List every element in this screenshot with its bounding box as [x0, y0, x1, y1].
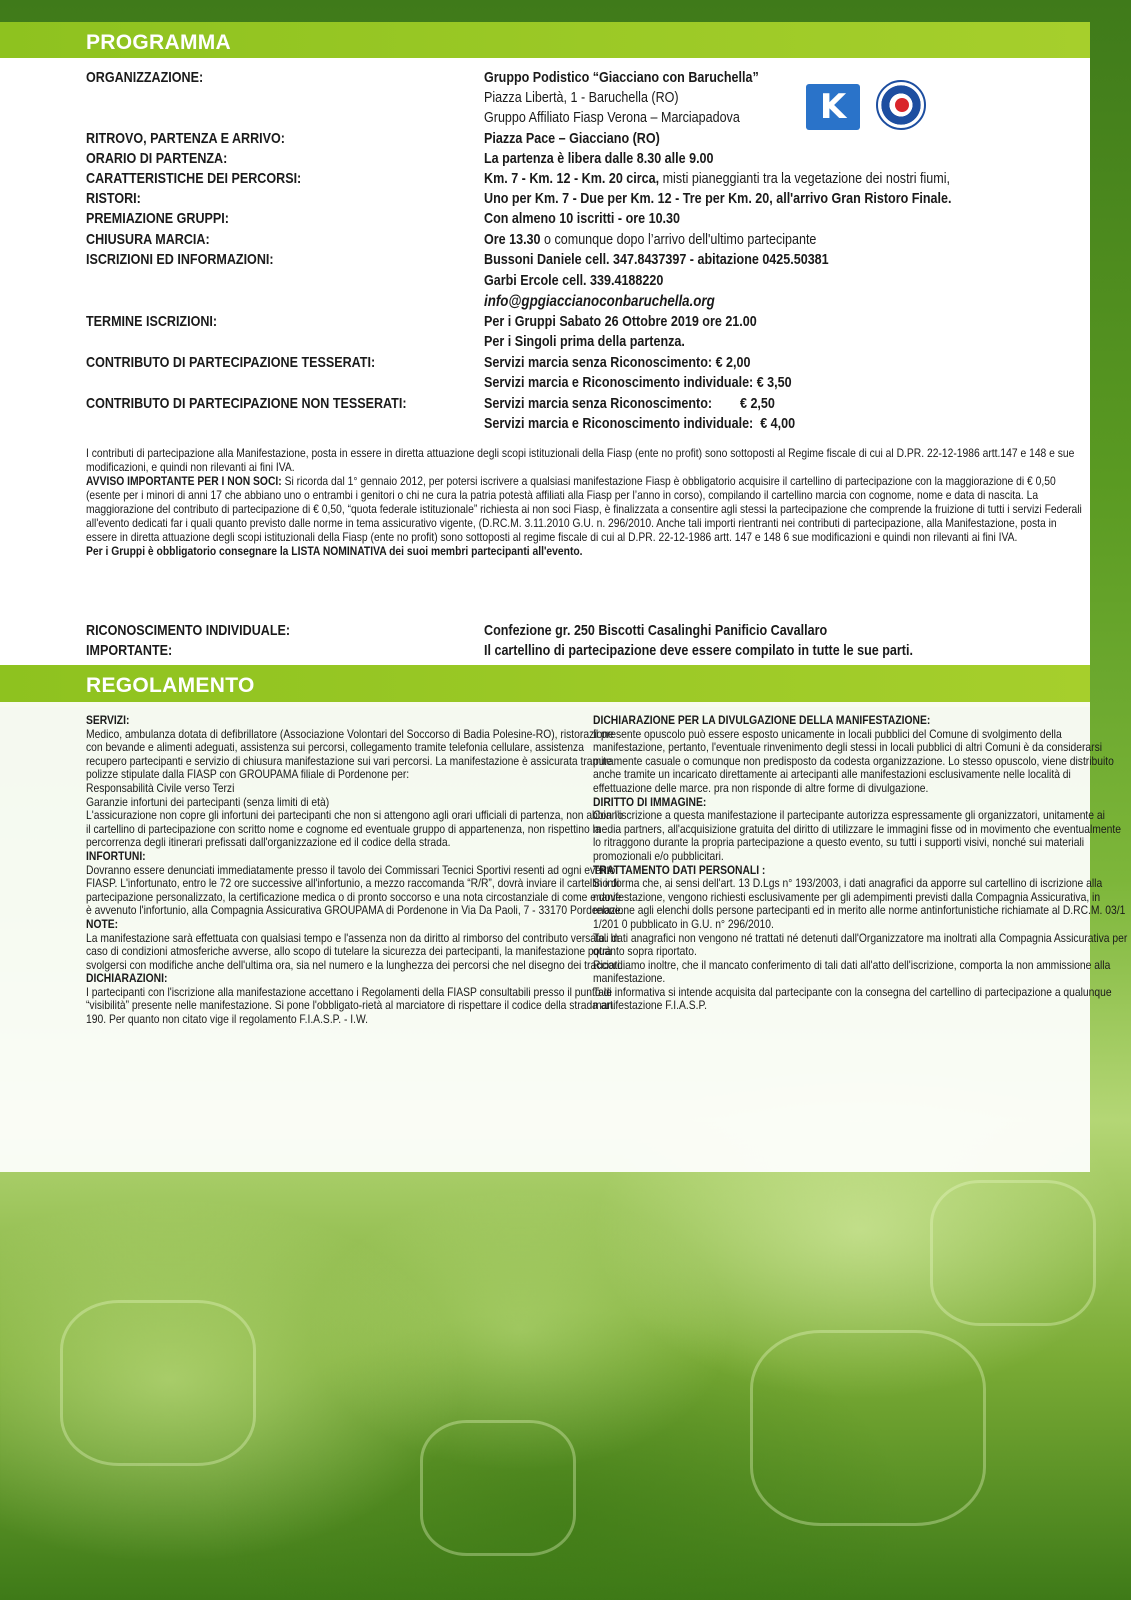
heading-note: NOTE:	[86, 916, 119, 931]
text-infortuni: Dovranno essere denunciati immediatamente presso il tavolo dei Commissari Tecnici Sportivi resenti ad ogni evento FIASP. L'infortunato, entro le 72 ore successive all'infortunio, a mezzo raccomanda “R/R”, dovrà inviare il cartellino di partecipazione personalizzato, la certificazione medica o di pronto soccorso e una nota circostanziale di come e dove è avvenuto l'infortunio, alla Compagnia Assicurativa GROUPAMA di Pordenone in Via Da Paoli, 7 - 33170 Pordenone.	[86, 862, 624, 918]
fiscal-note-text: I contributi di partecipazione alla Manifestazione, posta in essere in diretta attuazione degli scopi istituzionali della Fiasp (ente no profit) sono sottoposti al Regime fiscale di cui al D.PR. 22-12-1986 artt.147 e 148 e sue modificazioni, e quindi non rilevanti ai fini IVA.	[86, 446, 1075, 474]
text-diritto-immagine: Con l'iscrizione a questa manifestazione il partecipante autorizza espressamente gli organizzatori, unitamente ai media partners, all'acquisizione gratuita del diritto di utilizzare le immagini fisse od in movimento che eventualmente lo ritraggono durante la propria partecipazione a questo evento, su tutti i supporti visivi, nonché sui materiali promozionali e/o pubblicitari.	[593, 808, 1121, 863]
value-affiliato: Gruppo Affiliato Fiasp Verona – Marciapadova	[484, 110, 740, 126]
bokeh-shape	[420, 1420, 576, 1556]
bokeh-shape	[60, 1300, 256, 1466]
text-note: La manifestazione sarà effettuata con qualsiasi tempo e l'assenza non da diritto al rimborso del contributo versato. In caso di condizioni atmosferiche avverse, allo scopo di tutelare la sicurezza dei partecipanti, la manifestazione potrà svolgersi con modifiche anche dell'ultima ora, sia nel numero e la lunghezza dei percorsi che nel disegno dei tracciati.	[86, 930, 623, 972]
label-termine: TERMINE ISCRIZIONI:	[86, 314, 218, 330]
label-iscrizioni: ISCRIZIONI ED INFORMAZIONI:	[86, 252, 274, 268]
fiscal-note	[86, 446, 1086, 558]
bokeh-shape	[750, 1330, 986, 1526]
heading-trattamento-dati: TRATTAMENTO DATI PERSONALI :	[593, 862, 766, 877]
value-importante: Il cartellino di partecipazione deve essere compilato in tutte le sue parti.	[484, 643, 913, 659]
email-link[interactable]: info@gpgiaccianoconbaruchella.org	[484, 293, 715, 310]
avviso-label: AVVISO IMPORTANTE PER I NON SOCI:	[86, 474, 282, 488]
label-percorsi: CARATTERISTICHE DEI PERCORSI:	[86, 171, 302, 187]
value-termine-singoli: Per i Singoli prima della partenza.	[484, 334, 685, 350]
value-non-tesserati-con: Servizi marcia e Riconoscimento individuale: € 4,00	[484, 416, 796, 432]
label-orario: ORARIO DI PARTENZA:	[86, 151, 228, 167]
value-orario: La partenza è libera dalle 8.30 alle 9.00	[484, 151, 714, 167]
value-chiusura	[484, 232, 816, 248]
value-percorsi-text: misti pianeggianti tra la vegetazione dei nostri fiumi,	[659, 171, 950, 187]
value-riconoscimento: Confezione gr. 250 Biscotti Casalinghi Panificio Cavallaro	[484, 623, 828, 639]
value-percorsi	[484, 171, 950, 187]
section-header-regolamento: REGOLAMENTO	[0, 665, 1090, 707]
bokeh-shape	[930, 1180, 1096, 1326]
text-servizi: Medico, ambulanza dotata di defibrillatore (Associazione Volontari del Soccorso di Badia Polesine-RO), ristorazione con bevande e alimenti adeguati, assistenza sui percorsi, collegamento tramite telefonia cellulare, assistenza recupero partecipanti e servizio di chiusura manifestazione sui vari percorsi. La manifestazione è assicurata tramite polizze stipulate dalla FIASP con GROUPAMA filiale di Pordenone per:	[86, 726, 614, 782]
fiasp-logo: K	[806, 84, 860, 130]
value-address: Piazza Libertà, 1 - Baruchella (RO)	[484, 90, 679, 106]
label-premiazione: PREMIAZIONE GRUPPI:	[86, 211, 229, 227]
gruppo-podistico-logo	[876, 80, 926, 130]
regolamento-right-column	[593, 714, 1131, 1013]
text-assicurazione: L'assicurazione non copre gli infortuni dei partecipanti che non si attengono agli orari ufficiali di partenza, non abbiano il cartellino di partecipazione con scritto nome e cognome ed eventuale gruppo di appartenenza, non rispettino la percorrenza degli itinerari prefissati dall'organizzazione ed il codice della strada.	[86, 808, 624, 850]
value-tesserati-senza: Servizi marcia senza Riconoscimento: € 2,00	[484, 355, 751, 371]
value-premiazione: Con almeno 10 iscritti - ore 10.30	[484, 211, 680, 227]
value-contact-garbi: Garbi Ercole cell. 339.4188220	[484, 273, 664, 289]
heading-dichiarazioni: DICHIARAZIONI:	[86, 971, 168, 986]
value-contact-bussoni: Bussoni Daniele cell. 347.8437397 - abitazione 0425.50381	[484, 252, 829, 268]
label-organizzazione: ORGANIZZAZIONE:	[86, 70, 204, 86]
heading-diritto-immagine: DIRITTO DI IMMAGINE:	[593, 794, 707, 809]
text-dati-anagrafici: Tali dati anagrafici non vengono né trattati né detenuti dall'Organizzatore ma inoltrati alla Compagnia Assicurativa per quanto sopra riportato.	[593, 930, 1128, 959]
text-divulgazione: Il presente opuscolo può essere esposto unicamente in locali pubblici del Comune di svolgimento della manifestazione, pertanto, l'eventuale rinvenimento degli stessi in locali pubblici di altri Comuni è da considerarsi puramente casuale o comunque non predisposto da codesta organizzazione. Lo stesso opuscolo, viene distribuito anche tramite un incaricato direttamente ai artecipanti alle manifestazioni esclusivamente nelle località di effettuazione delle marce. pra non risponde di altre forme di divulgazione.	[593, 726, 1114, 795]
text-trattamento-dati: Si informa che, ai sensi dell'art. 13 D.Lgs n° 193/2003, i dati anagrafici da apporre sul cartellino di iscrizione alla manifestazione, vengono richiesti esclusivamente per gli adempimenti previsti dalla Compagnia Assicurativa, in relazione agli elenchi dolls persone partecipanti ed in merito alle norme antinfortunistiche richiamate al D.RC.M. 03/1 1/201 0 pubblicato in G.U. n° 296/2010.	[593, 876, 1126, 931]
value-percorsi-bold: Km. 7 - Km. 12 - Km. 20 circa,	[484, 171, 660, 187]
label-contributo-tesserati: CONTRIBUTO DI PARTECIPAZIONE TESSERATI:	[86, 355, 376, 371]
regolamento-left-column	[86, 714, 626, 1027]
value-non-tesserati-senza: Servizi marcia senza Riconoscimento: € 2,50	[484, 396, 775, 412]
avviso-text: Si ricorda dal 1° gennaio 2012, per potersi iscrivere a qualsiasi manifestazione Fiasp è obbligatorio acquisire il cartellino di partecipazione con la maggiorazione di € 0,50 (esente per i minori di anni 17 che abbiano uno o entrambi i genitori o chi ne cura la patria potestà affiliati alla Fiasp per l’anno in corso), compilando il cartellino marcia con cognome, nome e data di nascita. La maggiorazione del contributo di partecipazione di € 0,50, “quota federale istituzionale” richiesta ai non soci Fiasp, è finalizzata a consentire agli stessi la partecipazione che comprende la fruizione di tutti i servizi Federali all'evento dedicati far i quali quanto previsto dalle norme in tema assicurativo vigente, (D.RC.M. 3.11.2010 G.U. n. 296/2010. Anche tali importi rientranti nei contributi di partecipazione, alla Manifestazione, posta in essere in diretta attuazione degli scopi istituzionali della Fiasp (ente no profit) sono sottoposti al regime fiscale di cui al D.PR. 22-12-1986 artt. 147 e 148 6 sue modificazioni e quindi non rilevanti ai fini IVA.	[86, 474, 1082, 544]
label-ristori: RISTORI:	[86, 191, 141, 207]
value-ritrovo: Piazza Pace – Giacciano (RO)	[484, 131, 660, 147]
text-informativa: Tale informativa si intende acquisita dal partecipante con la consegna del cartellino di partecipazione a qualunque manifestazione F.I.A.S.P.	[593, 984, 1112, 1013]
label-riconoscimento: RICONOSCIMENTO INDIVIDUALE:	[86, 623, 291, 639]
heading-divulgazione: DICHIARAZIONE PER LA DIVULGAZIONE DELLA MANIFESTAZIONE:	[593, 713, 931, 727]
text-responsabilita: Responsabilità Civile verso Terzi	[86, 780, 235, 795]
section-header-programma: PROGRAMMA	[0, 22, 1090, 64]
label-contributo-non-tesserati: CONTRIBUTO DI PARTECIPAZIONE NON TESSERATI:	[86, 396, 407, 412]
label-chiusura: CHIUSURA MARCIA:	[86, 232, 210, 248]
heading-servizi: SERVIZI:	[86, 713, 130, 727]
value-termine-gruppi: Per i Gruppi Sabato 26 Ottobre 2019 ore 21.00	[484, 314, 757, 330]
value-organizzazione: Gruppo Podistico “Giacciano con Baruchella”	[484, 70, 759, 86]
label-importante: IMPORTANTE:	[86, 643, 173, 659]
value-chiusura-text: o comunque dopo l’arrivo dell'ultimo partecipante	[540, 232, 817, 248]
text-dichiarazioni: I partecipanti con l'iscrizione alla manifestazione accettano i Regolamenti della FIASP consultabili presso il punto di “visibilità” presente nelle manifestazione. Si pone l'obbligato-rietà al marciatore di rispettare il codice della strada art. 190. Per quanto non citato vige il regolamento F.I.A.S.P. - I.W.	[86, 984, 616, 1027]
value-tesserati-con: Servizi marcia e Riconoscimento individuale: € 3,50	[484, 375, 792, 391]
label-ritrovo: RITROVO, PARTENZA E ARRIVO:	[86, 131, 285, 147]
heading-infortuni: INFORTUNI:	[86, 848, 146, 863]
text-garanzie: Garanzie infortuni dei partecipanti (senza limiti di età)	[86, 794, 330, 809]
gruppi-note: Per i Gruppi è obbligatorio consegnare la LISTA NOMINATIVA dei suoi membri partecipanti all'evento.	[86, 544, 583, 558]
text-mancato-conferimento: Ricordiamo inoltre, che il mancato conferimento di tali dati all'atto dell'iscrizione, comporta la non ammissione alla manifestazione.	[593, 957, 1111, 986]
avviso-paragraph	[86, 474, 1084, 544]
value-ristori: Uno per Km. 7 - Due per Km. 12 - Tre per Km. 20, all'arrivo Gran Ristoro Finale.	[484, 191, 952, 207]
value-chiusura-bold: Ore 13.30	[484, 232, 541, 248]
